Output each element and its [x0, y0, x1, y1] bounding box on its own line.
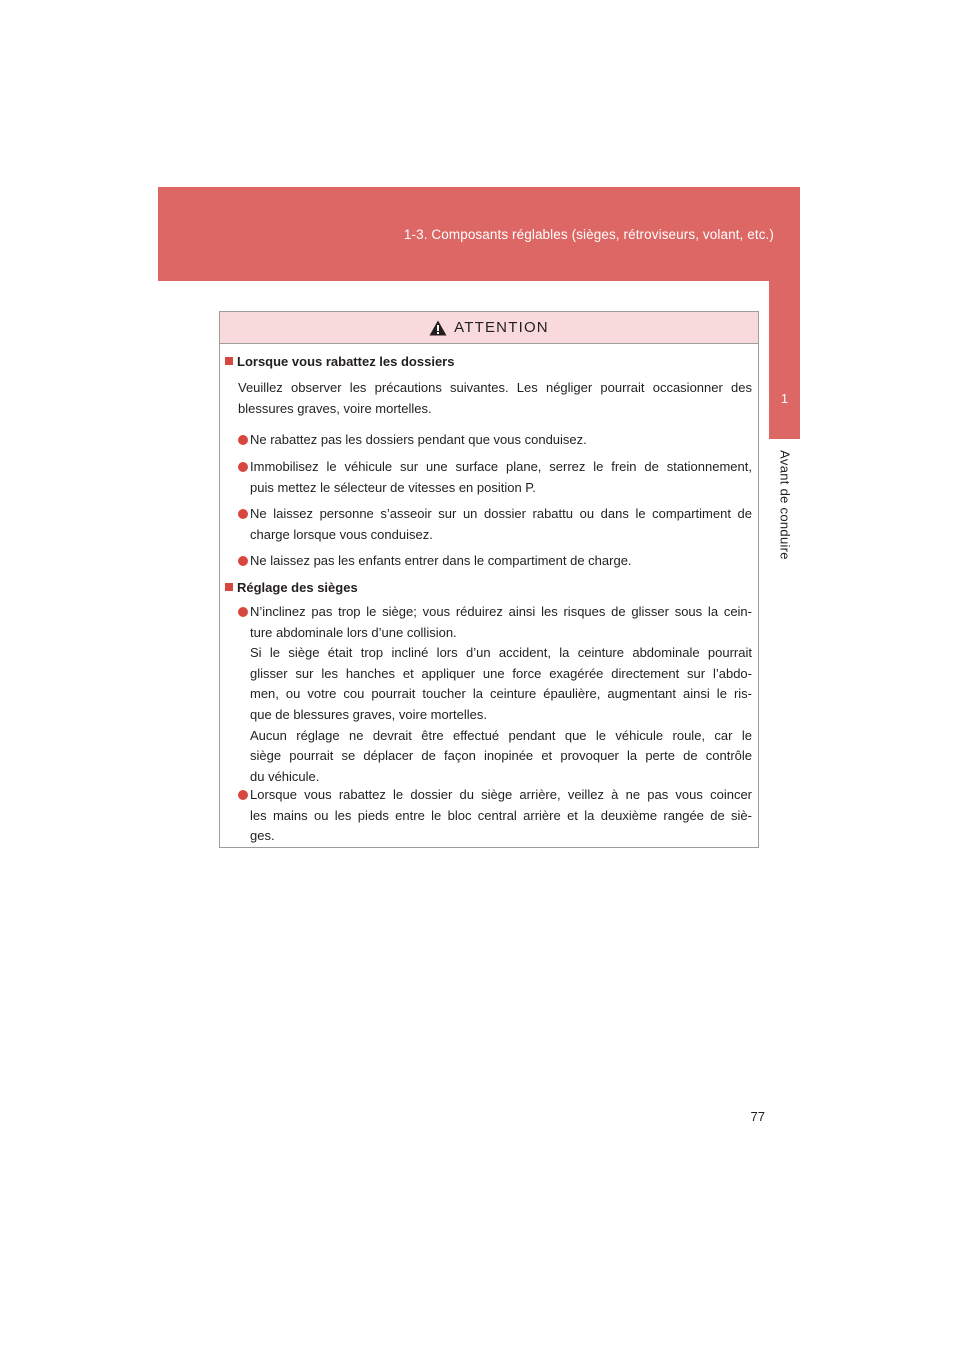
chapter-tab	[769, 281, 800, 439]
list-item	[238, 551, 752, 572]
text-line: Ne laissez pas les enfants entrer dans le compartiment de charge.	[250, 553, 632, 568]
list-item	[238, 457, 752, 498]
round-bullet-icon	[238, 435, 248, 445]
text-line: ges.	[250, 828, 275, 844]
round-bullet-icon	[238, 607, 248, 617]
square-bullet-icon	[225, 357, 233, 365]
text-line: Veuillez observer les précautions suivantes. Les négliger pourrait occasionner des	[238, 380, 752, 395]
text-line: puis mettez le sélecteur de vitesses en position P.	[250, 479, 536, 495]
chapter-number: 1	[780, 391, 789, 406]
list-item	[238, 602, 752, 787]
page-number: 77	[750, 1109, 765, 1124]
text-line: Si le siège était trop incliné lors d’un accident, la ceinture abdominale pourrait	[250, 645, 752, 661]
warning-box	[219, 311, 759, 848]
intro-paragraph	[238, 378, 752, 419]
warning-title: ATTENTION	[454, 319, 549, 336]
text-line: ture abdominale lors d’une collision.	[250, 624, 457, 640]
text-line: N’inclinez pas trop le siège; vous réduirez ainsi les risques de glisser sous la cein-	[250, 604, 752, 619]
header-band	[158, 187, 800, 281]
square-bullet-icon	[225, 583, 233, 591]
list-item	[238, 430, 752, 451]
list-item	[238, 504, 752, 545]
text-line: charge lorsque vous conduisez.	[250, 526, 433, 542]
text-line: Lorsque vous rabattez le dossier du siège arrière, veillez à ne pas vous coincer	[250, 787, 752, 802]
text-line: du véhicule.	[250, 768, 320, 784]
round-bullet-icon	[238, 790, 248, 800]
round-bullet-icon	[238, 509, 248, 519]
text-line: les mains ou les pieds entre le bloc central arrière et la deuxième rangée de siè-	[250, 807, 752, 823]
warning-header	[220, 312, 758, 344]
text-line: glisser sur les hanches et appliquer une force exagérée directement sur l’abdo-	[250, 665, 752, 681]
section-title: 1-3. Composants réglables (sièges, rétroviseurs, volant, etc.)	[403, 227, 774, 242]
text-line: blessures graves, voire mortelles.	[238, 400, 432, 416]
text-line: Ne laissez personne s’asseoir sur un dossier rabattu ou dans le compartiment de	[250, 506, 752, 521]
text-line: men, ou votre cou pourrait toucher la ceinture épaulière, augmentant ainsi le ris-	[250, 686, 752, 702]
section-heading	[225, 578, 358, 599]
section-heading	[225, 352, 454, 373]
text-line: Ne rabattez pas les dossiers pendant que vous conduisez.	[250, 432, 587, 447]
list-item	[238, 785, 752, 847]
text-line: siège pourrait se déplacer de façon inopinée et provoquer la perte de contrôle	[250, 748, 752, 764]
chapter-label: Avant de conduire	[777, 450, 793, 560]
section-heading-text: Réglage des sièges	[237, 580, 358, 595]
warning-triangle-icon	[429, 320, 447, 336]
section-heading-text: Lorsque vous rabattez les dossiers	[237, 354, 455, 369]
text-line: que de blessures graves, voire mortelles.	[250, 706, 488, 722]
round-bullet-icon	[238, 556, 248, 566]
text-line: Aucun réglage ne devrait être effectué pendant que le véhicule roule, car le	[250, 727, 752, 743]
round-bullet-icon	[238, 462, 248, 472]
text-line: Immobilisez le véhicule sur une surface plane, serrez le frein de stationnement,	[250, 459, 752, 474]
